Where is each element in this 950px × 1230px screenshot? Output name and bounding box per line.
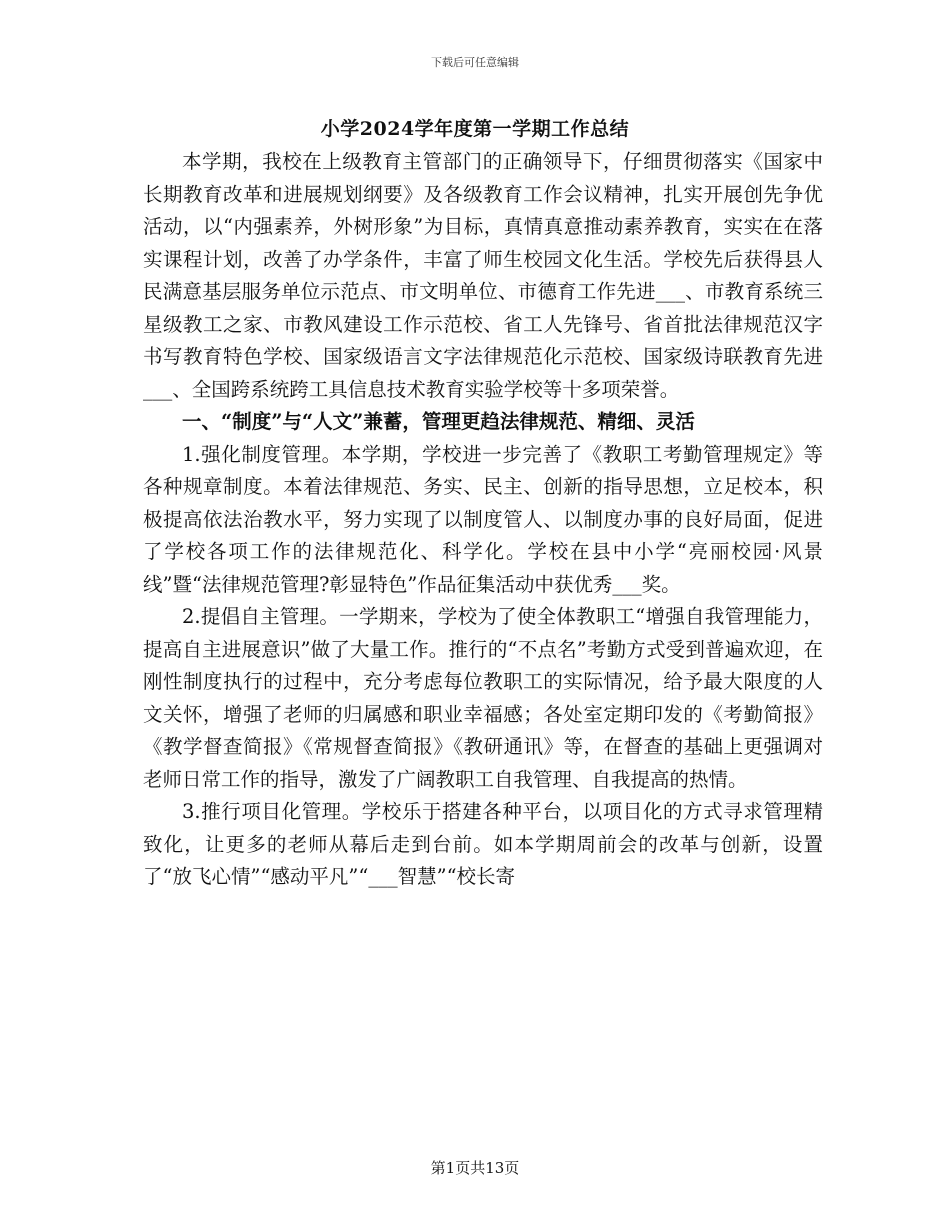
page-header-note: 下载后可任意编辑 [431, 56, 519, 69]
paragraph-1: 1.强化制度管理。本学期，学校进一步完善了《教职工考勤管理规定》等各种规章制度。本着法律规范、务实、民主、创新的指导思想，立足校本，积极提高依法治教水平，努力实现了以制度管人、以制度办事的良好局面，促进了学校各项工作的法律规范化、科学化。学校在县中小学“亮丽校园·风景线”暨“法律规范管理?彰显特色”作品征集活动中获优秀___奖。 [143, 442, 823, 596]
page-footer-number: 第1页共13页 [430, 1159, 520, 1177]
paragraph-3: 3.推行项目化管理。学校乐于搭建各种平台，以项目化的方式寻求管理精致化，让更多的老师从幕后走到台前。如本学期周前会的改革与创新，设置了“放飞心情”“感动平凡”“___智慧”“校长寄 [143, 800, 823, 888]
section-heading-1: 一、“制度”与“人文”兼蓄，管理更趋法律规范、精细、灵活 [182, 410, 695, 433]
document-title: 小学2024学年度第一学期工作总结 [320, 118, 630, 140]
intro-paragraph: 本学期，我校在上级教育主管部门的正确领导下，仔细贯彻落实《国家中长期教育改革和进展规划纲要》及各级教育工作会议精神，扎实开展创先争优活动，以“内强素养，外树形象”为目标，真情真意推动素养教育，实实在在落实课程计划，改善了办学条件，丰富了师生校园文化生活。学校先后获得县人民满意基层服务单位示范点、市文明单位、市德育工作先进___、市教育系统三星级教工之家、市教风建设工作示范校、省工人先锋号、省首批法律规范汉字书写教育特色学校、国家级语言文字法律规范化示范校、国家级诗联教育先进___、全国跨系统跨工具信息技术教育实验学校等十多项荣誉。 [143, 150, 823, 401]
document-body [143, 146, 823, 894]
paragraph-2: 2.提倡自主管理。一学期来，学校为了使全体教职工“增强自我管理能力，提高自主进展意识”做了大量工作。推行的“不点名”考勤方式受到普遍欢迎，在刚性制度执行的过程中，充分考虑每位教职工的实际情况，给予最大限度的人文关怀，增强了老师的归属感和职业幸福感；各处室定期印发的《考勤简报》《教学督查简报》《常规督查简报》《教研通讯》等，在督查的基础上更强调对老师日常工作的指导，激发了广阔教职工自我管理、自我提高的热情。 [143, 605, 823, 791]
